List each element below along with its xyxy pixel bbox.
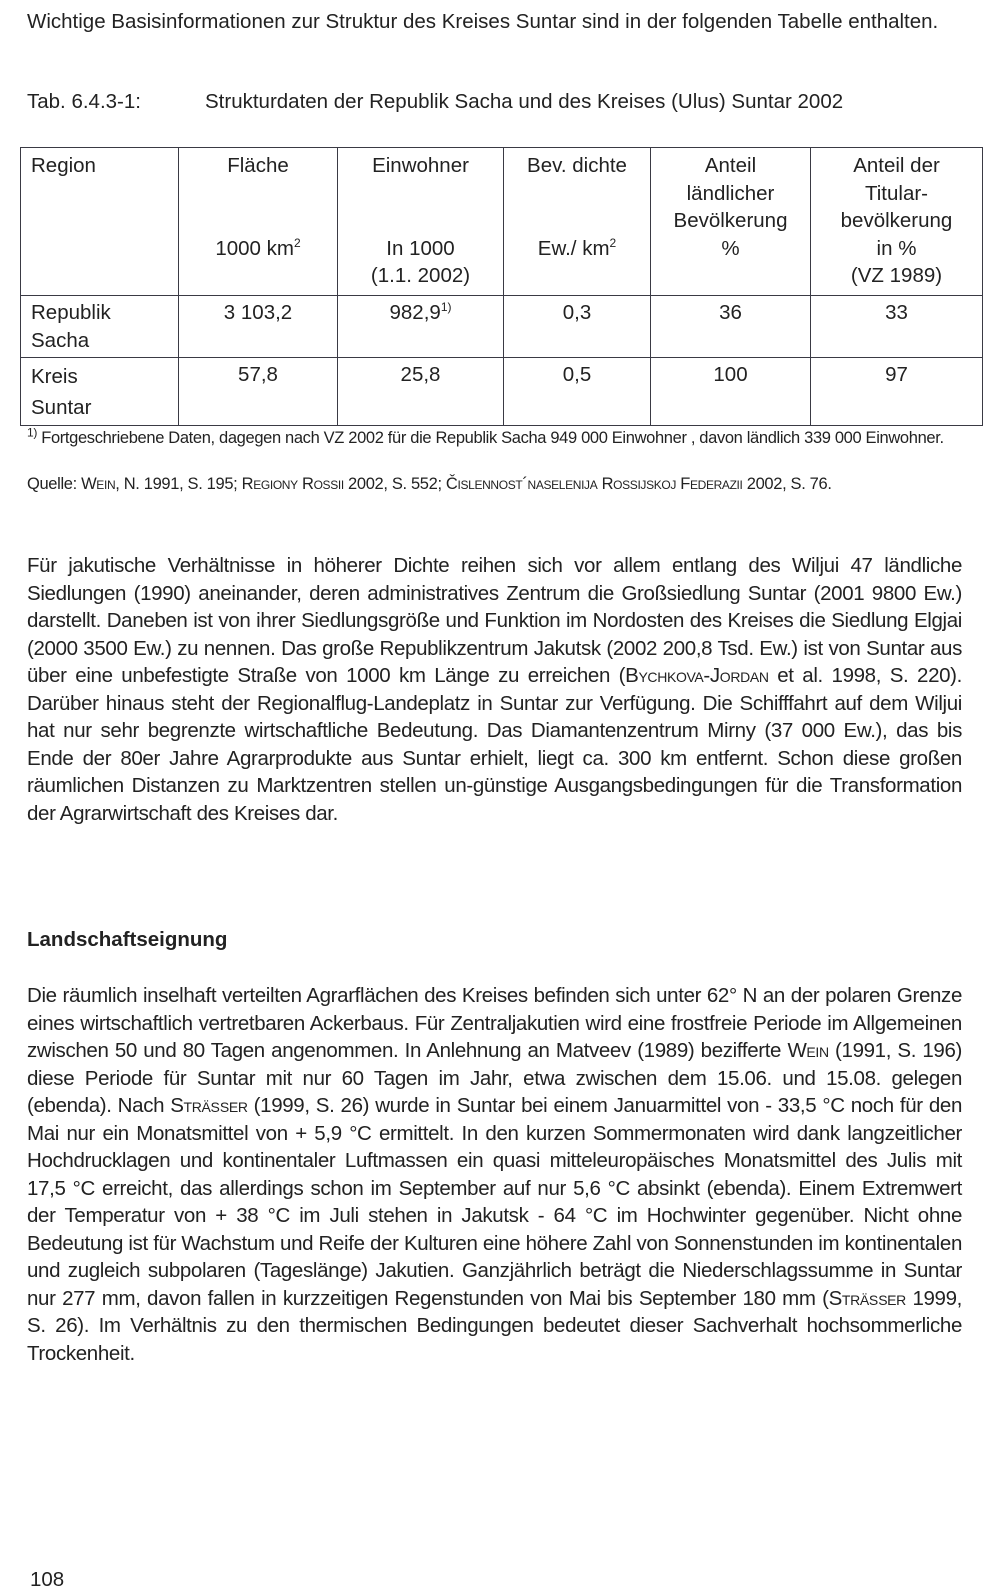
header-laendlich: Anteil ländlicher Bevölkerung % (651, 148, 811, 296)
source-author: Čislennost´naselenija Rossijskoj Federazii (445, 475, 743, 493)
citation-author: Bychkova-Jordan (625, 664, 769, 687)
header-einwohner-date: (1.1. 2002) (370, 264, 471, 287)
cell-flaeche: 3 103,2 (179, 296, 338, 358)
cell-laendlich: 100 (651, 358, 811, 426)
cell-region: Republik Sacha (21, 296, 179, 358)
body-paragraph: Für jakutische Verhältnisse in höherer Dichte reihen sich vor allem entlang des Wiljui 47 ländliche Siedlungen (1990) aneinander, deren administratives Zentrum die Großsiedlung Suntar (2001 9800 Ew.) darstellt. Daneben ist von ihrer Siedlungsgröße und Funktion im Nordosten des Kreises die Siedlung Elgjai (2000 3500 Ew.) zu nennen. Das große Republikzentrum Jakutsk (2002 200,8 Tsd. Ew.) ist von Suntar aus über eine unbefestigte Straße von 1000 km Länge zu erreichen (Bychkova-Jordan et al. 1998, S. 220). Darüber hinaus steht der Regionalflug-Landeplatz in Suntar zur Verfügung. Die Schifffahrt auf dem Wiljui hat nur sehr begrenzte wirtschaftliche Bedeutung. Das Diamantenzentrum Mirny (37 000 Ew.), das bis Ende der 80er Jahre Agrarprodukte aus Suntar erhielt, liegt ca. 300 km entfernt. Schon diese großen räumlichen Distanzen zu Marktzentren stellen un-günstige Ausgangsbedingungen für die Transformation der Agrarwirtschaft des Kreises dar. (27, 554, 962, 825)
citation-author: Wein (787, 1039, 829, 1062)
table-footnote: $^{1)}$ Fortgeschriebene Daten, dagegen nach VZ 2002 für die Republik Sacha 949 000 Einwohner , davon ländlich 339 000 Einwohner. (27, 425, 944, 447)
cell-titular: 97 (811, 358, 983, 426)
header-einwohner-unit: In 1000 (386, 236, 455, 260)
footnote-marker: 1) (440, 300, 452, 315)
cell-flaeche: 57,8 (179, 358, 338, 426)
structure-data-table (20, 147, 983, 426)
page-number: 108 (30, 1568, 65, 1591)
cell-region: Kreis Suntar (21, 358, 179, 426)
cell-dichte: 0,3 (504, 296, 651, 358)
header-dichte: Bev. dichte Ew./ $km^2$ (504, 148, 651, 296)
section-heading: Landschaftseignung (27, 928, 228, 951)
header-einwohner: Einwohner In 1000 (1.1. 2002) (338, 148, 504, 296)
cell-titular: 33 (811, 296, 983, 358)
citation-author: Sträßer (828, 1286, 906, 1310)
cell-dichte: 0,5 (504, 358, 651, 426)
cell-laendlich: 36 (651, 296, 811, 358)
citation-author: Sträßer (170, 1094, 248, 1117)
header-titular: Anteil der Titular- bevölkerung in % (VZ 1989) (811, 148, 983, 296)
table-row (21, 358, 983, 426)
header-flaeche-unit: 1000 $km^2$ (215, 235, 301, 260)
header-flaeche: Fläche 1000 $km^2$ (179, 148, 338, 296)
table-source: Quelle: Wein, N. 1991, S. 195; Regiony Rossii 2002, S. 552; Čislennost´naselenija Rossijskoj Federazii 2002, S. 76. (27, 475, 832, 493)
table-title: Strukturdaten der Republik Sacha und des Kreises (Ulus) Suntar 2002 (205, 90, 844, 113)
table-number: Tab. 6.4.3-1: (27, 90, 141, 113)
source-author: Regiony Rossii (241, 475, 344, 493)
cell-einwohner: 25,8 (338, 358, 504, 426)
footnote-marker: 1) (27, 425, 37, 440)
header-dichte-unit: Ew./ $km^2$ (537, 235, 617, 260)
table-row (21, 296, 983, 358)
table-caption (27, 90, 843, 114)
body-paragraph: Die räumlich inselhaft verteilten Agrarflächen des Kreises befinden sich unter 62° N an der polaren Grenze eines wirtschaftlich vertretbaren Ackerbaus. Für Zentraljakutien wird eine frostfreie Periode im Allgemeinen zwischen 50 und 80 Tagen angenommen. In Anlehnung an Matveev (1989) bezifferte Wein (1991, S. 196) diese Periode für Suntar mit nur 60 Tagen im Jahr, etwa zwischen dem 15.06. und 15.08. gelegen (ebenda). Nach Sträßer (1999, S. 26) wurde in Suntar bei einem Januarmittel von - 33,5 °C noch für den Mai nur ein Monatsmittel von + 5,9 °C ermittelt. In den kurzen Sommermonaten wird dank langzeitlicher Hochdrucklagen und kontinentaler Luftmassen ein quasi mitteleuropäisches Monatsmittel des Julis mit 17,5 °C erreicht, das allerdings schon im September auf nur 5,6 °C absinkt (ebenda). Einem Extremwert der Temperatur von + 38 °C im Juli stehen in Jakutsk - 64 °C im Hochwinter gegenüber. Nicht ohne Bedeutung ist für Wachstum und Reife der Kulturen eine höhere Zahl von Sonnenstunden im kontinentalen und zugleich subpolaren (Tageslänge) Jakutien. Ganzjährlich beträgt die Niederschlagssumme in Suntar nur 277 mm, davon fallen in kurzzeitigen Regenstunden von Mai bis September 180 mm (Sträßer 1999, S. 26). Im Verhältnis zu den thermischen Bedingungen bedeutet dieser Sachverhalt hochsommerliche Trockenheit. (27, 984, 962, 1365)
source-author: Wein (81, 475, 116, 493)
header-region: Region (21, 148, 179, 296)
intro-paragraph: Wichtige Basisinformationen zur Struktur des Kreises Suntar sind in der folgenden Tabelle enthalten. (27, 10, 939, 33)
table-header-row (21, 148, 983, 296)
cell-einwohner: 982,9$^{1)}$ (338, 296, 504, 358)
